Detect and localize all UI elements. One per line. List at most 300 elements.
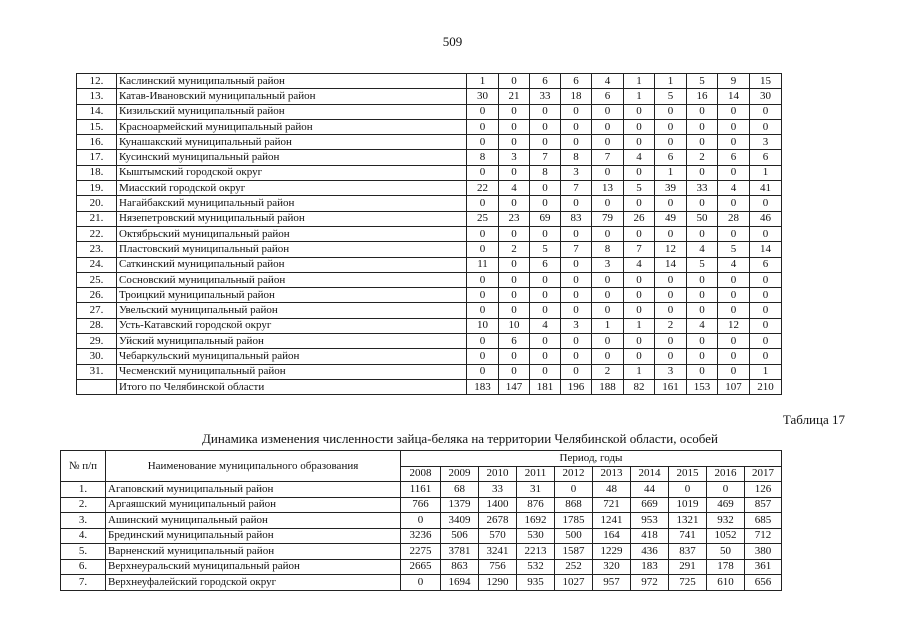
value-cell: 4 — [530, 318, 561, 333]
year-header: 2013 — [593, 466, 631, 482]
value-cell: 183 — [467, 379, 499, 394]
value-cell: 0 — [750, 349, 782, 364]
value-cell: 1379 — [441, 497, 479, 513]
value-cell: 21 — [499, 89, 530, 104]
value-cell: 0 — [467, 303, 499, 318]
value-cell: 0 — [467, 334, 499, 349]
value-cell: 837 — [669, 544, 707, 560]
value-cell: 23 — [499, 211, 530, 226]
value-cell: 8 — [561, 150, 592, 165]
value-cell: 876 — [517, 497, 555, 513]
table-row — [77, 89, 782, 104]
value-cell: 16 — [687, 89, 718, 104]
row-number: 24. — [77, 257, 117, 272]
value-cell: 0 — [687, 272, 718, 287]
value-cell: 7 — [561, 181, 592, 196]
value-cell: 0 — [530, 119, 561, 134]
value-cell: 0 — [499, 119, 530, 134]
municipality-name: Кусинский муниципальный район — [117, 150, 467, 165]
value-cell: 26 — [624, 211, 655, 226]
value-cell: 1692 — [517, 513, 555, 529]
value-cell: 656 — [745, 575, 782, 591]
value-cell: 570 — [479, 528, 517, 544]
value-cell: 0 — [624, 165, 655, 180]
municipality-name: Кизильский муниципальный район — [117, 104, 467, 119]
table-row — [77, 74, 782, 89]
value-cell: 4 — [718, 257, 750, 272]
row-number: 6. — [61, 559, 106, 575]
value-cell: 0 — [687, 119, 718, 134]
value-cell: 0 — [655, 226, 687, 241]
value-cell: 1241 — [593, 513, 631, 529]
value-cell: 857 — [745, 497, 782, 513]
value-cell: 6 — [655, 150, 687, 165]
value-cell: 0 — [530, 364, 561, 379]
value-cell: 0 — [687, 303, 718, 318]
value-cell: 0 — [467, 165, 499, 180]
value-cell: 4 — [687, 318, 718, 333]
value-cell: 725 — [669, 575, 707, 591]
row-number: 19. — [77, 181, 117, 196]
municipality-name: Миасский городской округ — [117, 181, 467, 196]
value-cell: 0 — [687, 364, 718, 379]
value-cell: 6 — [718, 150, 750, 165]
value-cell: 0 — [499, 349, 530, 364]
table-row — [77, 349, 782, 364]
municipality-name: Верхнеуральский муниципальный район — [106, 559, 401, 575]
value-cell: 3 — [655, 364, 687, 379]
value-cell: 0 — [592, 288, 624, 303]
value-cell: 0 — [718, 226, 750, 241]
value-cell: 2678 — [479, 513, 517, 529]
row-number: 27. — [77, 303, 117, 318]
table-row — [61, 497, 782, 513]
row-number: 21. — [77, 211, 117, 226]
row-number: 12. — [77, 74, 117, 89]
municipality-name: Нагайбакский муниципальный район — [117, 196, 467, 211]
municipality-name: Чебаркульский муниципальный район — [117, 349, 467, 364]
value-cell: 0 — [750, 119, 782, 134]
row-number: 13. — [77, 89, 117, 104]
table-row — [61, 513, 782, 529]
value-cell: 712 — [745, 528, 782, 544]
table-row — [77, 242, 782, 257]
value-cell: 0 — [592, 119, 624, 134]
value-cell: 33 — [687, 181, 718, 196]
row-number: 29. — [77, 334, 117, 349]
value-cell: 0 — [592, 334, 624, 349]
value-cell: 0 — [561, 303, 592, 318]
value-cell: 181 — [530, 379, 561, 394]
value-cell: 0 — [592, 272, 624, 287]
value-cell: 83 — [561, 211, 592, 226]
value-cell: 69 — [530, 211, 561, 226]
table-row — [61, 575, 782, 591]
value-cell: 6 — [750, 150, 782, 165]
value-cell: 0 — [561, 349, 592, 364]
value-cell: 2213 — [517, 544, 555, 560]
value-cell: 8 — [592, 242, 624, 257]
value-cell: 0 — [718, 119, 750, 134]
value-cell: 8 — [467, 150, 499, 165]
value-cell: 863 — [441, 559, 479, 575]
year-header: 2016 — [707, 466, 745, 482]
value-cell: 7 — [561, 242, 592, 257]
value-cell: 6 — [750, 257, 782, 272]
value-cell: 0 — [718, 303, 750, 318]
value-cell: 0 — [530, 196, 561, 211]
value-cell: 1 — [624, 74, 655, 89]
value-cell: 7 — [530, 150, 561, 165]
value-cell: 0 — [592, 226, 624, 241]
value-cell: 0 — [561, 288, 592, 303]
municipality-name: Уйский муниципальный район — [117, 334, 467, 349]
value-cell: 532 — [517, 559, 555, 575]
value-cell: 183 — [631, 559, 669, 575]
value-cell: 0 — [555, 482, 593, 498]
value-cell: 4 — [592, 74, 624, 89]
value-cell: 46 — [750, 211, 782, 226]
municipality-name: Нязепетровский муниципальный район — [117, 211, 467, 226]
table-row — [77, 211, 782, 226]
table-row — [77, 119, 782, 134]
value-cell: 0 — [499, 288, 530, 303]
table-row — [77, 379, 782, 394]
value-cell: 0 — [687, 288, 718, 303]
value-cell: 0 — [718, 349, 750, 364]
year-header: 2010 — [479, 466, 517, 482]
value-cell: 0 — [750, 288, 782, 303]
value-cell: 41 — [750, 181, 782, 196]
value-cell: 380 — [745, 544, 782, 560]
year-header: 2015 — [669, 466, 707, 482]
value-cell: 6 — [530, 257, 561, 272]
table-row — [77, 150, 782, 165]
value-cell: 4 — [718, 181, 750, 196]
year-header: 2009 — [441, 466, 479, 482]
value-cell: 50 — [707, 544, 745, 560]
value-cell: 0 — [530, 349, 561, 364]
value-cell: 10 — [499, 318, 530, 333]
value-cell: 0 — [467, 364, 499, 379]
value-cell: 2 — [655, 318, 687, 333]
value-cell: 0 — [401, 575, 441, 591]
value-cell: 3 — [592, 257, 624, 272]
value-cell: 361 — [745, 559, 782, 575]
value-cell: 0 — [750, 104, 782, 119]
value-cell: 161 — [655, 379, 687, 394]
value-cell: 0 — [655, 288, 687, 303]
row-number: 1. — [61, 482, 106, 498]
value-cell: 0 — [561, 119, 592, 134]
value-cell: 0 — [750, 334, 782, 349]
value-cell: 0 — [687, 104, 718, 119]
year-header: 2008 — [401, 466, 441, 482]
value-cell: 22 — [467, 181, 499, 196]
value-cell: 506 — [441, 528, 479, 544]
value-cell: 11 — [467, 257, 499, 272]
row-number: 31. — [77, 364, 117, 379]
value-cell: 530 — [517, 528, 555, 544]
value-cell: 147 — [499, 379, 530, 394]
table-row — [77, 135, 782, 150]
value-cell: 957 — [593, 575, 631, 591]
value-cell: 0 — [530, 226, 561, 241]
table-row — [77, 226, 782, 241]
municipality-name: Усть-Катавский городской округ — [117, 318, 467, 333]
year-header: 2014 — [631, 466, 669, 482]
value-cell: 0 — [624, 226, 655, 241]
value-cell: 0 — [592, 349, 624, 364]
row-number: 5. — [61, 544, 106, 560]
municipality-name: Пластовский муниципальный район — [117, 242, 467, 257]
value-cell: 210 — [750, 379, 782, 394]
value-cell: 252 — [555, 559, 593, 575]
value-cell: 1 — [750, 165, 782, 180]
page-number: 509 — [442, 34, 463, 49]
value-cell: 0 — [687, 226, 718, 241]
value-cell: 972 — [631, 575, 669, 591]
value-cell: 15 — [750, 74, 782, 89]
value-cell: 4 — [624, 150, 655, 165]
value-cell: 1694 — [441, 575, 479, 591]
table-row — [77, 257, 782, 272]
value-cell: 1400 — [479, 497, 517, 513]
table-row — [61, 544, 782, 560]
value-cell: 1 — [624, 364, 655, 379]
value-cell: 0 — [530, 303, 561, 318]
value-cell: 0 — [624, 288, 655, 303]
municipality-name: Аргаяшский муниципальный район — [106, 497, 401, 513]
year-header: 2017 — [745, 466, 782, 482]
value-cell: 7 — [624, 242, 655, 257]
value-cell: 0 — [499, 364, 530, 379]
value-cell: 0 — [561, 104, 592, 119]
value-cell: 1 — [467, 74, 499, 89]
value-cell: 0 — [655, 135, 687, 150]
value-cell: 932 — [707, 513, 745, 529]
value-cell: 0 — [687, 334, 718, 349]
value-cell: 0 — [467, 135, 499, 150]
table-row — [77, 334, 782, 349]
municipality-name: Кыштымский городской округ — [117, 165, 467, 180]
value-cell: 0 — [561, 135, 592, 150]
value-cell: 0 — [467, 349, 499, 364]
value-cell: 0 — [530, 104, 561, 119]
value-cell: 1321 — [669, 513, 707, 529]
value-cell: 0 — [592, 303, 624, 318]
value-cell: 685 — [745, 513, 782, 529]
value-cell: 320 — [593, 559, 631, 575]
table-row — [77, 272, 782, 287]
value-cell: 68 — [441, 482, 479, 498]
value-cell: 5 — [718, 242, 750, 257]
value-cell: 3781 — [441, 544, 479, 560]
table-row — [77, 104, 782, 119]
value-cell: 1161 — [401, 482, 441, 498]
row-number: 2. — [61, 497, 106, 513]
value-cell: 436 — [631, 544, 669, 560]
value-cell: 1 — [655, 165, 687, 180]
value-cell: 3409 — [441, 513, 479, 529]
table-row — [77, 181, 782, 196]
column-header-name: Наименование муниципального образования — [106, 451, 401, 482]
row-number — [77, 379, 117, 394]
value-cell: 1 — [655, 74, 687, 89]
value-cell: 4 — [499, 181, 530, 196]
value-cell: 0 — [561, 257, 592, 272]
value-cell: 0 — [467, 272, 499, 287]
row-number: 28. — [77, 318, 117, 333]
table-label: Таблица 17 — [782, 412, 845, 427]
value-cell: 2 — [499, 242, 530, 257]
value-cell: 0 — [687, 349, 718, 364]
year-header: 2012 — [555, 466, 593, 482]
value-cell: 1052 — [707, 528, 745, 544]
row-number: 16. — [77, 135, 117, 150]
value-cell: 0 — [624, 303, 655, 318]
value-cell: 0 — [718, 165, 750, 180]
table-row — [77, 288, 782, 303]
value-cell: 0 — [624, 272, 655, 287]
value-cell: 756 — [479, 559, 517, 575]
value-cell: 3 — [561, 318, 592, 333]
row-number: 22. — [77, 226, 117, 241]
value-cell: 9 — [718, 74, 750, 89]
table-row — [77, 303, 782, 318]
value-cell: 14 — [718, 89, 750, 104]
value-cell: 0 — [718, 104, 750, 119]
value-cell: 178 — [707, 559, 745, 575]
value-cell: 49 — [655, 211, 687, 226]
value-cell: 2665 — [401, 559, 441, 575]
value-cell: 164 — [593, 528, 631, 544]
value-cell: 1290 — [479, 575, 517, 591]
value-cell: 39 — [655, 181, 687, 196]
value-cell: 4 — [624, 257, 655, 272]
value-cell: 0 — [707, 482, 745, 498]
value-cell: 953 — [631, 513, 669, 529]
value-cell: 4 — [687, 242, 718, 257]
value-cell: 0 — [561, 272, 592, 287]
value-cell: 10 — [467, 318, 499, 333]
value-cell: 0 — [687, 135, 718, 150]
value-cell: 12 — [718, 318, 750, 333]
municipality-name: Красноармейский муниципальный район — [117, 119, 467, 134]
value-cell: 126 — [745, 482, 782, 498]
municipality-name: Сосновский муниципальный район — [117, 272, 467, 287]
value-cell: 0 — [499, 104, 530, 119]
value-cell: 291 — [669, 559, 707, 575]
table-row — [61, 528, 782, 544]
municipality-name: Агаповский муниципальный район — [106, 482, 401, 498]
value-cell: 3236 — [401, 528, 441, 544]
row-number: 30. — [77, 349, 117, 364]
row-number: 15. — [77, 119, 117, 134]
table-row — [77, 318, 782, 333]
value-cell: 1027 — [555, 575, 593, 591]
value-cell: 2 — [592, 364, 624, 379]
value-cell: 0 — [499, 196, 530, 211]
value-cell: 82 — [624, 379, 655, 394]
value-cell: 500 — [555, 528, 593, 544]
value-cell: 14 — [750, 242, 782, 257]
value-cell: 0 — [592, 104, 624, 119]
value-cell: 0 — [655, 104, 687, 119]
value-cell: 0 — [592, 165, 624, 180]
municipality-name: Брединский муниципальный район — [106, 528, 401, 544]
value-cell: 0 — [655, 303, 687, 318]
year-header: 2011 — [517, 466, 555, 482]
table-title: Динамика изменения численности зайца-беляка на территории Челябинской области, особей — [202, 431, 718, 446]
value-cell: 1 — [750, 364, 782, 379]
municipality-name: Увельский муниципальный район — [117, 303, 467, 318]
value-cell: 1019 — [669, 497, 707, 513]
value-cell: 0 — [718, 334, 750, 349]
value-cell: 0 — [624, 135, 655, 150]
value-cell: 31 — [517, 482, 555, 498]
population-table-continued — [76, 73, 782, 395]
value-cell: 610 — [707, 575, 745, 591]
value-cell: 0 — [624, 104, 655, 119]
value-cell: 868 — [555, 497, 593, 513]
value-cell: 0 — [467, 196, 499, 211]
value-cell: 669 — [631, 497, 669, 513]
municipality-name: Саткинский муниципальный район — [117, 257, 467, 272]
value-cell: 0 — [718, 364, 750, 379]
row-number: 7. — [61, 575, 106, 591]
value-cell: 153 — [687, 379, 718, 394]
value-cell: 0 — [718, 272, 750, 287]
value-cell: 0 — [669, 482, 707, 498]
value-cell: 0 — [499, 272, 530, 287]
value-cell: 25 — [467, 211, 499, 226]
value-cell: 14 — [655, 257, 687, 272]
value-cell: 0 — [530, 272, 561, 287]
value-cell: 0 — [687, 196, 718, 211]
value-cell: 3 — [750, 135, 782, 150]
value-cell: 0 — [624, 196, 655, 211]
value-cell: 418 — [631, 528, 669, 544]
value-cell: 7 — [592, 150, 624, 165]
value-cell: 0 — [530, 135, 561, 150]
row-number: 3. — [61, 513, 106, 529]
municipality-name: Верхнеуфалейский городской округ — [106, 575, 401, 591]
municipality-name: Варненский муниципальный район — [106, 544, 401, 560]
value-cell: 3241 — [479, 544, 517, 560]
row-number: 20. — [77, 196, 117, 211]
value-cell: 0 — [530, 181, 561, 196]
value-cell: 5 — [530, 242, 561, 257]
value-cell: 107 — [718, 379, 750, 394]
value-cell: 18 — [561, 89, 592, 104]
value-cell: 0 — [561, 226, 592, 241]
value-cell: 0 — [499, 303, 530, 318]
value-cell: 50 — [687, 211, 718, 226]
value-cell: 33 — [479, 482, 517, 498]
hare-population-table — [60, 450, 782, 591]
value-cell: 0 — [499, 74, 530, 89]
value-cell: 0 — [624, 349, 655, 364]
value-cell: 1785 — [555, 513, 593, 529]
value-cell: 0 — [530, 334, 561, 349]
row-number: 4. — [61, 528, 106, 544]
value-cell: 0 — [401, 513, 441, 529]
row-number: 26. — [77, 288, 117, 303]
value-cell: 0 — [467, 288, 499, 303]
value-cell: 0 — [499, 165, 530, 180]
value-cell: 0 — [655, 196, 687, 211]
